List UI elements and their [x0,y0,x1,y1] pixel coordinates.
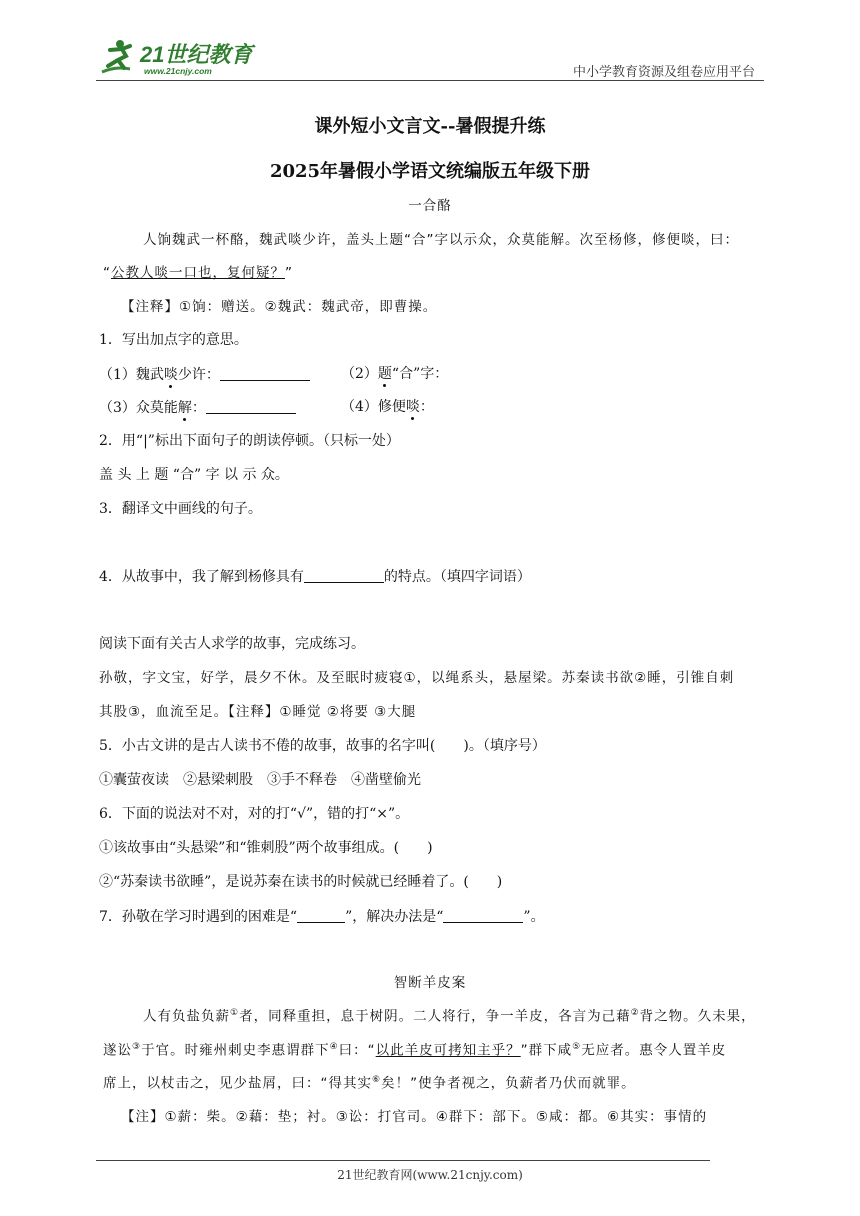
question-5-options: ①囊萤夜读 ②悬梁刺股 ③手不释卷 ④凿壁偷光 [99,772,421,788]
question-1-item-2: （2）题“合”字： [341,366,449,382]
question-6-item-1: ①该故事由“头悬梁”和“锥刺股”两个故事组成。( ) [99,840,433,856]
svg-text:www.21cnjy.com: www.21cnjy.com [144,66,212,76]
section-heading: 一合酪 [408,198,452,214]
section-heading: 智断羊皮案 [393,975,467,991]
question-3: 3．翻译文中画线的句子。 [99,501,262,517]
passage-line: 席上，以杖击之，见少盐屑，曰：“得其实⑥矣！”使争者视之，负薪者乃伏而就罪。 [103,1075,636,1092]
answer-blank[interactable] [220,366,310,381]
question-1-item-1: （1）魏武啖少许： [99,366,310,384]
footer-divider [96,1160,710,1161]
question-5: 5．小古文讲的是古人读书不倦的故事，故事的名字叫( )。（填序号） [99,738,546,754]
svg-text:21世纪教育: 21世纪教育 [140,42,253,67]
passage-line: “公教人啖一口也，复何疑？” [103,265,293,281]
annotation-note: 【注】①薪：柴。②藉：垫；衬。③讼：打官司。④群下：部下。⑤咸：都。⑥其实：事情的 [121,1109,708,1125]
answer-blank[interactable] [443,908,523,923]
answer-blank[interactable] [206,399,296,414]
question-7: 7．孙敬在学习时遇到的困难是“ ”，解决办法是“ ”。 [99,909,545,925]
question-6: 6．下面的说法对不对，对的打“√”，错的打“×”。 [99,806,410,822]
question-2: 2．用“|”标出下面句子的朗读停顿。（只标一处） [99,433,400,449]
question-2-sentence: 盖 头 上 题 “合” 字 以 示 众。 [99,467,289,483]
question-1-item-4: （4）修便啖： [341,399,434,415]
question-4: 4．从故事中，我了解到杨修具有 的特点。（填四字词语） [99,569,531,585]
passage-line: 其股③，血流至足。【注释】①睡觉 ②将要 ③大腿 [99,704,417,720]
answer-blank[interactable] [304,568,384,583]
footer-text: 21世纪教育网(www.21cnjy.com) [337,1168,523,1182]
platform-name: 中小学教育资源及组卷应用平台 [572,65,755,80]
annotation-note: 【注释】①饷：赠送。②魏武：魏武帝，即曹操。 [121,299,438,315]
document-title: 课外短小文言文--暑假提升练 [314,116,546,137]
answer-blank[interactable] [297,908,345,923]
underlined-sentence: 公教人啖一口也，复何疑？ [111,265,285,281]
question-1: 1．写出加点字的意思。 [99,332,248,348]
header-divider [96,80,764,81]
question-1-item-3: （3）众莫能解： [99,399,296,417]
passage-line: 人饷魏武一杯酪，魏武啖少许，盖头上题“合”字以示众，众莫能解。次至杨修，修便啖，曰： [143,232,739,248]
passage-line: 孙敬，字文宝，好学，晨夕不休。及至眠时疲寝①，以绳系头，悬屋梁。苏秦读书欲②睡，引锥自刺 [99,670,735,686]
passage-line: 遂讼③于官。时雍州刺史李惠谓群下④曰：“以此羊皮可拷知主乎？”群下咸⑤无应者。惠令人置羊皮 [103,1042,727,1059]
section-intro: 阅读下面有关古人求学的故事，完成练习。 [99,636,365,652]
question-6-item-2: ②“苏秦读书欲睡”，是说苏秦在读书的时候就已经睡着了。( ) [99,874,503,890]
document-subtitle: 2025年暑假小学语文统编版五年级下册 [269,161,591,182]
underlined-sentence: 以此羊皮可拷知主乎？ [375,1042,521,1059]
site-logo [96,36,256,80]
runner-logo-icon [96,36,256,80]
passage-line: 人有负盐负薪①者，同释重担，息于树阴。二人将行，争一羊皮，各言为己藉②背之物。久未果， [143,1008,756,1025]
